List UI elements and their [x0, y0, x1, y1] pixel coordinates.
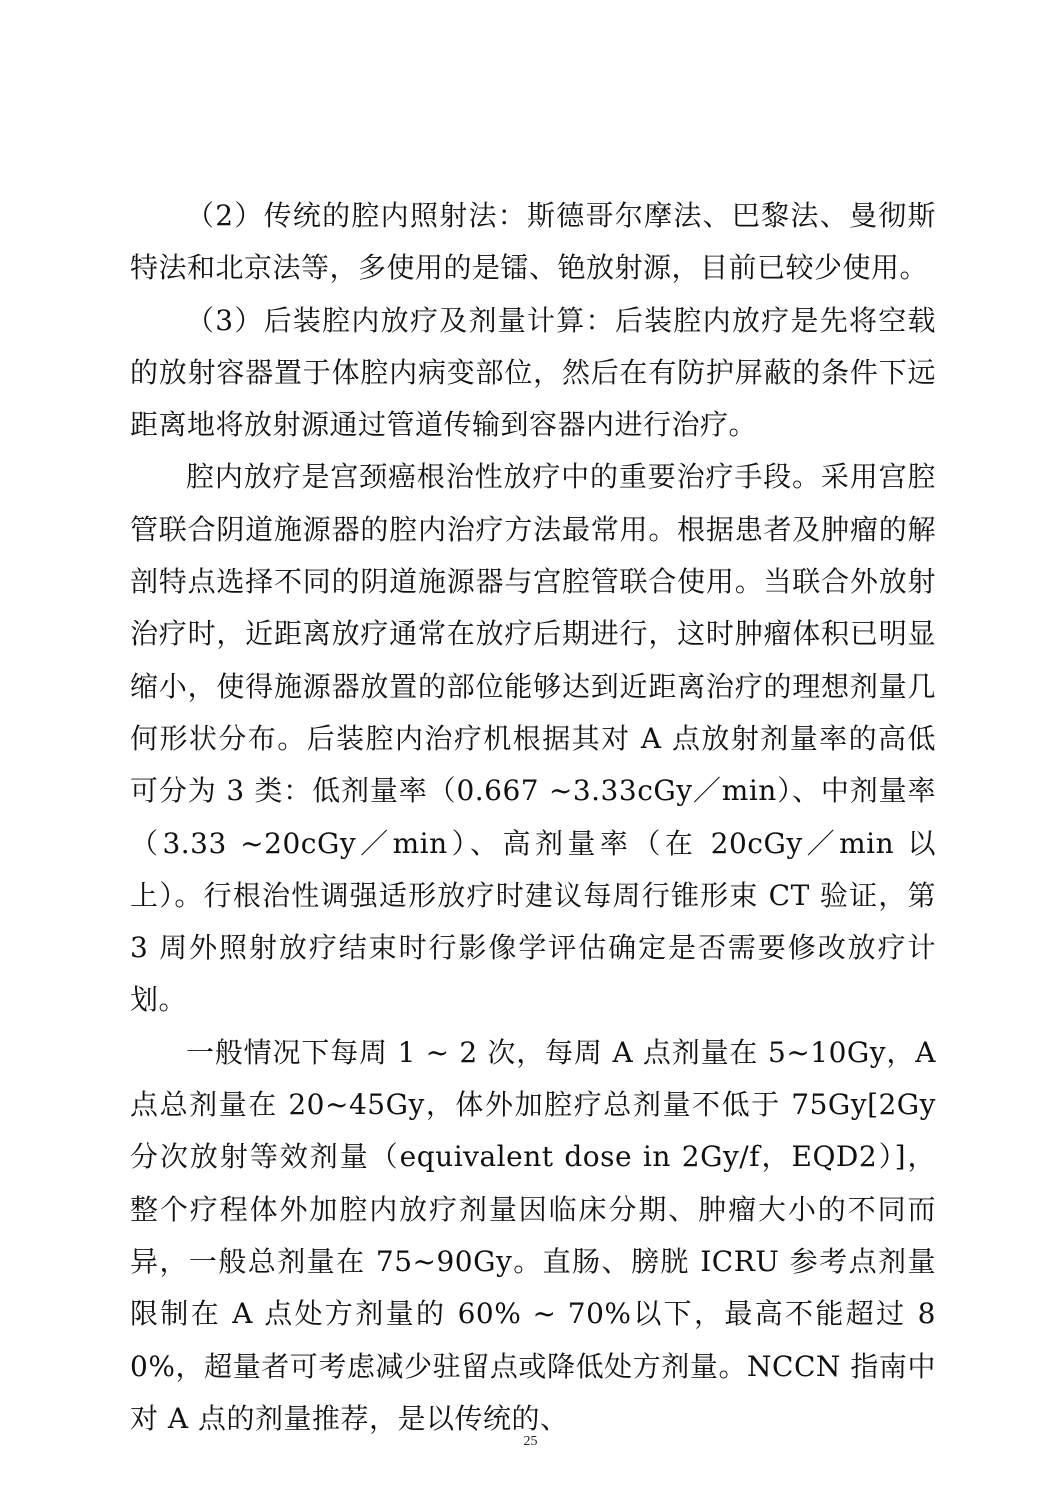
paragraph-traditional-intracavitary: （2）传统的腔内照射法：斯德哥尔摩法、巴黎法、曼彻斯特法和北京法等，多使用的是镭、铯放射源，目前已较少使用。	[130, 199, 936, 285]
page-number: 25	[523, 1434, 538, 1449]
paragraph-afterloading: （3）后装腔内放疗及剂量计算：后装腔内放疗是先将空载的放射容器置于体腔内病变部位，然后在有防护屏蔽的条件下远距离地将放射源通过管道传输到容器内进行治疗。	[130, 303, 936, 442]
page-body	[130, 190, 936, 1445]
paragraph-dose-schedule: 一般情况下每周 1 ~ 2 次，每周 A 点剂量在 5~10Gy，A 点总剂量在 20~45Gy，体外加腔疗总剂量不低于 75Gy[2Gy 分次放射等效剂量（equivalent dose in 2Gy/f，EQD2）]，整个疗程体外加腔内放疗剂量因临床分期、肿瘤大小的不同而异，一般总剂量在 75~90Gy。直肠、膀胱 ICRU 参考点剂量限制在 A 点处方剂量的 60% ~ 70%以下，最高不能超过 80%，超量者可考虑减少驻留点或降低处方剂量。NCCN 指南中对 A 点的剂量推荐，是以传统的、	[130, 1035, 936, 1435]
paragraph-intracavitary-therapy: 腔内放疗是宫颈癌根治性放疗中的重要治疗手段。采用宫腔管联合阴道施源器的腔内治疗方法最常用。根据患者及肿瘤的解剖特点选择不同的阴道施源器与宫腔管联合使用。当联合外放射治疗时，近距离放疗通常在放疗后期进行，这时肿瘤体积已明显缩小，使得施源器放置的部位能够达到近距离治疗的理想剂量几何形状分布。后装腔内治疗机根据其对 A 点放射剂量率的高低可分为 3 类：低剂量率（0.667 ~3.33cGy／min）、中剂量率（3.33 ~20cGy／min）、高剂量率（在 20cGy／min 以上）。行根治性调强适形放疗时建议每周行锥形束 CT 验证，第 3 周外照射放疗结束时行影像学评估确定是否需要修改放疗计划。	[130, 460, 936, 1017]
